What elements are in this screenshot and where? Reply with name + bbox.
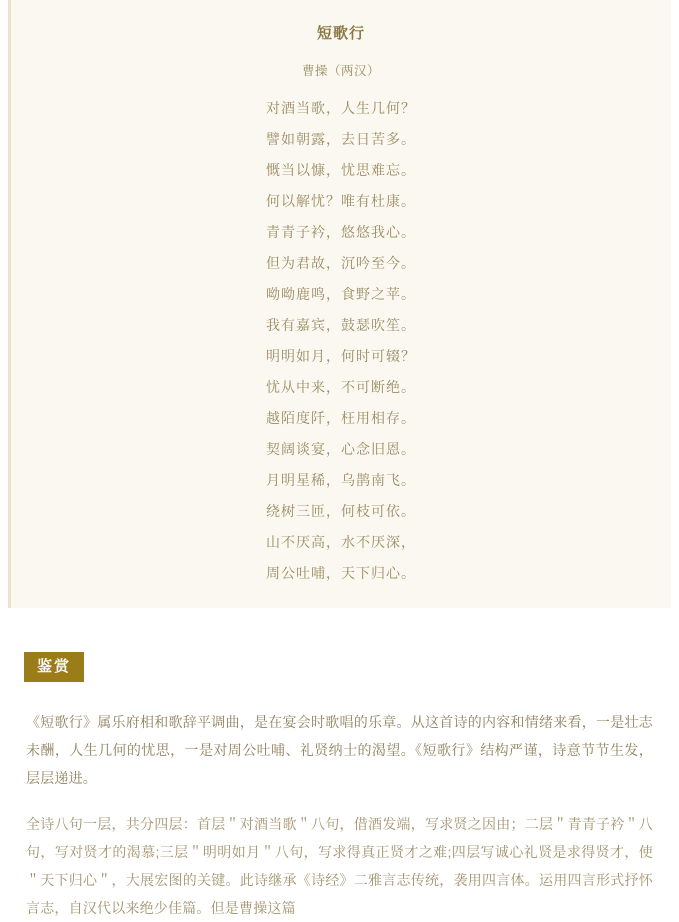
poem-line: 我有嘉宾，鼓瑟吹笙。 xyxy=(266,317,416,333)
section-gap xyxy=(0,608,679,652)
appreciation-badge: 鉴赏 xyxy=(24,652,84,682)
poem-line: 月明星稀，乌鹊南飞。 xyxy=(266,472,416,488)
poem-line: 青青子衿，悠悠我心。 xyxy=(266,224,416,240)
poem-line: 明明如月，何时可辍？ xyxy=(266,348,416,364)
poem-line: 绕树三匝，何枝可依。 xyxy=(266,503,416,519)
appreciation-paragraph: 《短歌行》属乐府相和歌辞平调曲，是在宴会时歌唱的乐章。从这首诗的内容和情绪来看，一是壮志未酬，人生几何的忧思，一是对周公吐哺、礼贤纳士的渴望。《短歌行》结构严谨，诗意节节生发，层层递进。 xyxy=(26,714,653,786)
poem-card xyxy=(8,0,671,608)
poem-line: 但为君故，沉吟至今。 xyxy=(266,255,416,271)
poem-line: 对酒当歌，人生几何？ xyxy=(266,100,416,116)
poem-line: 呦呦鹿鸣，食野之苹。 xyxy=(266,286,416,302)
poem-title: 短歌行 xyxy=(316,25,365,42)
poem-line: 譬如朝露，去日苦多。 xyxy=(266,131,416,147)
poem-line: 何以解忧？唯有杜康。 xyxy=(266,193,416,209)
poem-line: 忧从中来，不可断绝。 xyxy=(266,379,416,395)
poem-line: 越陌度阡，枉用相存。 xyxy=(266,410,416,426)
poem-line: 周公吐哺，天下归心。 xyxy=(266,565,416,581)
poem-author: 曹操（两汉） xyxy=(301,64,380,78)
poem-line: 慨当以慷，忧思难忘。 xyxy=(266,162,416,178)
badge-wrap xyxy=(18,652,661,682)
appreciation-body xyxy=(18,708,661,922)
poem-line: 山不厌高，水不厌深， xyxy=(266,534,416,550)
poem-line: 契阔谈宴，心念旧恩。 xyxy=(266,441,416,457)
appreciation-section xyxy=(0,652,679,922)
appreciation-paragraph: 全诗八句一层，共分四层：首层＂对酒当歌＂八句，借酒发端，写求贤之因由；二层＂青青子衿＂八句，写对贤才的渴慕;三层＂明明如月＂八句，写求得真正贤才之难;四层写诚心礼贤是求得贤才，使＂天下归心＂，大展宏图的关键。此诗继承《诗经》二雅言志传统，袭用四言体。运用四言形式抒怀言志，自汉代以来绝少佳篇。但是曹操这篇 xyxy=(26,816,653,916)
